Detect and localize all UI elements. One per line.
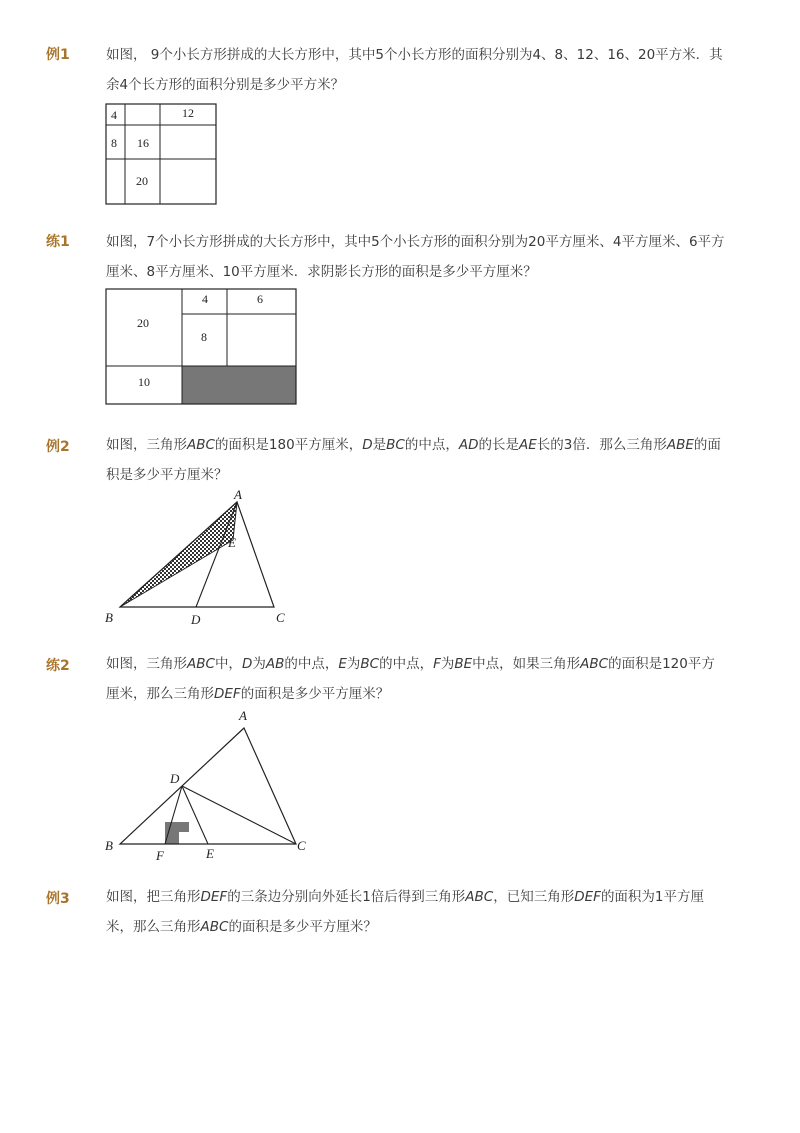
problem-1-label: 例1: [46, 47, 70, 63]
practice-2-text: 如图，三角形ABC中，D为AB的中点，E为BC的中点，F为BE中点，如果三角形ABC的面积是120平方厘米，那么三角形DEF的面积是多少平方厘米？: [106, 656, 715, 702]
point-b-label: B: [105, 838, 113, 853]
example-3-label: 例3: [46, 891, 70, 907]
point-c-label: C: [276, 610, 285, 625]
cell-8: 8: [201, 330, 207, 344]
practice-1-label: 练1: [46, 234, 70, 250]
example-2-label: 例2: [46, 439, 70, 455]
cell-8: 8: [111, 136, 117, 150]
point-d-label: D: [170, 771, 180, 786]
point-d-label: D: [191, 612, 201, 627]
point-f-label: F: [156, 848, 164, 863]
cell-6: 6: [257, 292, 263, 306]
cell-20: 20: [136, 174, 148, 188]
cell-12: 12: [182, 106, 194, 120]
cell-10: 10: [138, 375, 150, 389]
practice-1-text: 如图，7个小长方形拼成的大长方形中，其中5个小长方形的面积分别为20平方厘米、4平方厘米、6平方厘米、8平方厘米、10平方厘米．求阴影长方形的面积是多少平方厘米？: [106, 234, 725, 280]
point-b-label: B: [105, 610, 113, 625]
point-a-label: A: [239, 708, 247, 723]
problem-1-figure: [105, 103, 217, 205]
cell-16: 16: [137, 136, 149, 150]
point-c-label: C: [297, 838, 306, 853]
point-e-label: E: [228, 535, 236, 550]
point-a-label: A: [234, 488, 242, 502]
cell-4: 4: [111, 108, 117, 122]
problem-1-text: 如图， 9个小长方形拼成的大长方形中，其中5个小长方形的面积分别为4、8、12、16、20平方米．其余4个长方形的面积分别是多少平方米？: [106, 47, 723, 93]
example-2-figure: [100, 488, 300, 630]
practice-2-figure: [100, 708, 315, 864]
example-2-text: 如图，三角形ABC的面积是180平方厘米，D是BC的中点，AD的长是AE长的3倍．那么三角形ABE的面积是多少平方厘米？: [106, 437, 721, 483]
example-3-text: 如图，把三角形DEF的三条边分别向外延长1倍后得到三角形ABC，已知三角形DEF的面积为1平方厘米，那么三角形ABC的面积是多少平方厘米？: [106, 889, 705, 935]
cell-4: 4: [202, 292, 208, 306]
cell-20: 20: [137, 316, 149, 330]
point-e-label: E: [206, 846, 214, 861]
practice-1-figure: [105, 288, 298, 406]
practice-2-label: 练2: [46, 658, 70, 674]
